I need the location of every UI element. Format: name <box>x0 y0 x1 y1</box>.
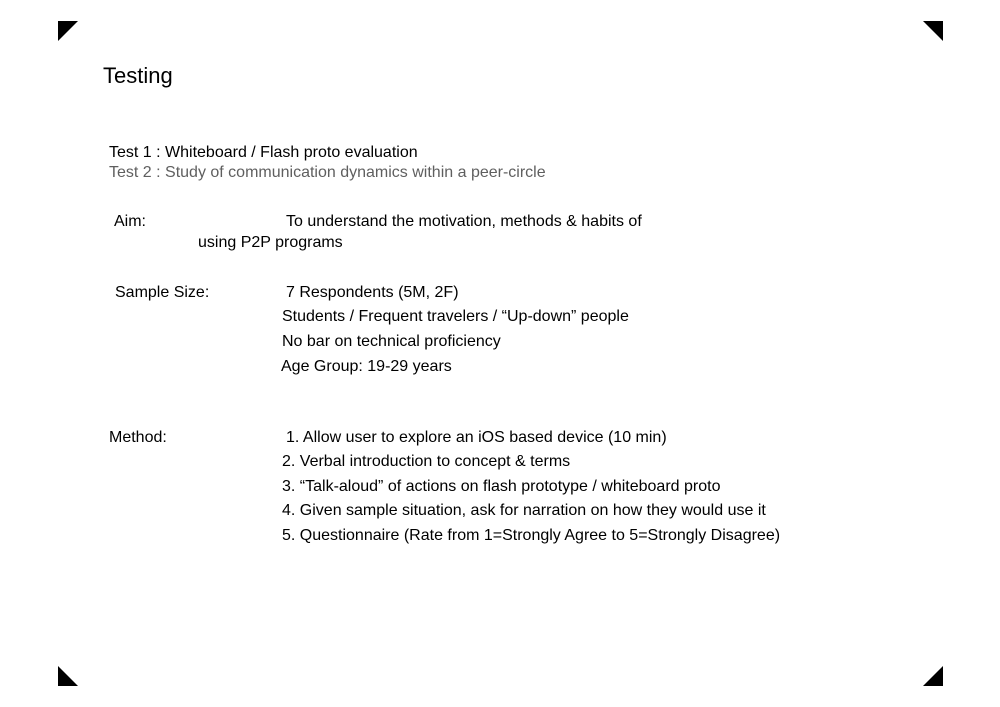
method-step-4: 4. Given sample situation, ask for narration on how they would use it <box>282 502 766 519</box>
aim-text-line-2: using P2P programs <box>198 234 343 251</box>
sample-size-line-4: Age Group: 19-29 years <box>281 358 452 375</box>
aim-text-line-1: To understand the motivation, methods & habits of <box>286 213 642 230</box>
method-step-1: 1. Allow user to explore an iOS based device (10 min) <box>286 429 667 446</box>
test-2-line: Test 2 : Study of communication dynamics within a peer-circle <box>109 164 546 181</box>
page-title: Testing <box>103 63 173 88</box>
method-step-3: 3. “Talk-aloud” of actions on flash prototype / whiteboard proto <box>282 478 721 495</box>
method-step-2: 2. Verbal introduction to concept & terms <box>282 453 571 470</box>
test-1-line: Test 1 : Whiteboard / Flash proto evaluation <box>109 144 418 161</box>
method-label: Method: <box>109 429 167 446</box>
method-step-5: 5. Questionnaire (Rate from 1=Strongly Agree to 5=Strongly Disagree) <box>282 527 781 544</box>
sample-size-line-3: No bar on technical proficiency <box>282 333 501 350</box>
sample-size-line-1: 7 Respondents (5M, 2F) <box>286 284 459 301</box>
sample-size-line-2: Students / Frequent travelers / “Up-down” people <box>282 308 629 325</box>
corner-mark-top-right <box>923 21 943 41</box>
aim-label: Aim: <box>114 213 146 230</box>
corner-mark-top-left <box>58 21 78 41</box>
sample-size-label: Sample Size: <box>115 284 210 301</box>
corner-mark-bottom-left <box>58 666 78 686</box>
corner-mark-bottom-right <box>923 666 943 686</box>
